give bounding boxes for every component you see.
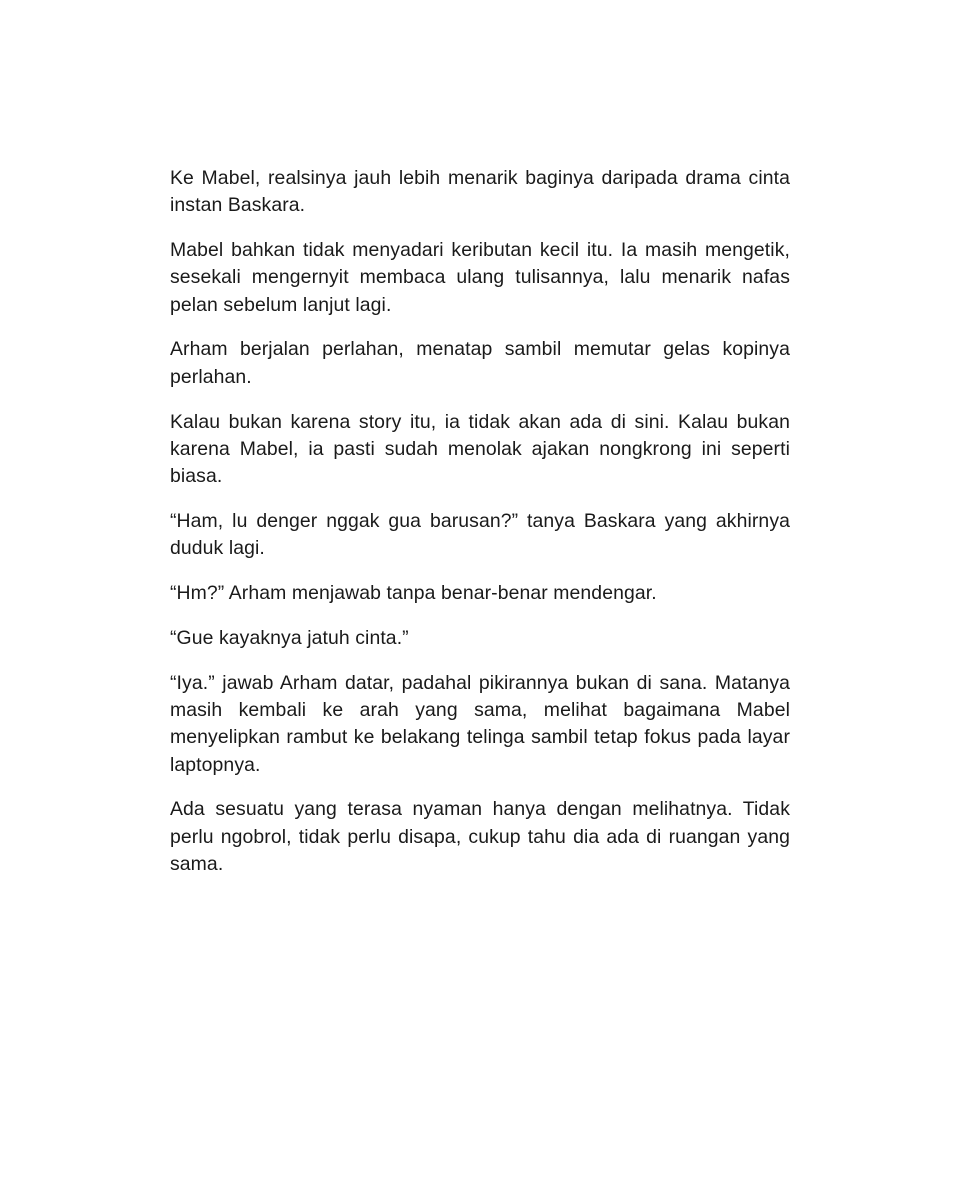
paragraph: Ada sesuatu yang terasa nyaman hanya dengan melihatnya. Tidak perlu ngobrol, tidak perlu disapa, cukup tahu dia ada di ruangan yang sama. xyxy=(170,798,790,875)
paragraph: Kalau bukan karena story itu, ia tidak akan ada di sini. Kalau bukan karena Mabel, ia pasti sudah menolak ajakan nongkrong ini seperti biasa. xyxy=(170,410,790,488)
paragraph: “Gue kayaknya jatuh cinta.” xyxy=(170,626,409,649)
paragraph: Arham berjalan perlahan, menatap sambil memutar gelas kopinya perlahan. xyxy=(170,338,790,388)
paragraph: “Hm?” Arham menjawab tanpa benar-benar mendengar. xyxy=(170,582,657,605)
paragraph: “Iya.” jawab Arham datar, padahal pikirannya bukan di sana. Matanya masih kembali ke arah yang sama, melihat bagaimana Mabel menyelipkan rambut ke belakang telinga sambil tetap fokus pada layar laptopnya. xyxy=(170,671,790,776)
story-text-body xyxy=(170,165,790,896)
paragraph: Ke Mabel, realsinya jauh lebih menarik baginya daripada drama cinta instan Baskara. xyxy=(170,167,790,217)
paragraph: “Ham, lu denger nggak gua barusan?” tanya Baskara yang akhirnya duduk lagi. xyxy=(170,509,790,560)
paragraph: Mabel bahkan tidak menyadari keributan kecil itu. Ia masih mengetik, sesekali mengernyit membaca ulang tulisannya, lalu menarik nafas pelan sebelum lanjut lagi. xyxy=(170,239,790,316)
